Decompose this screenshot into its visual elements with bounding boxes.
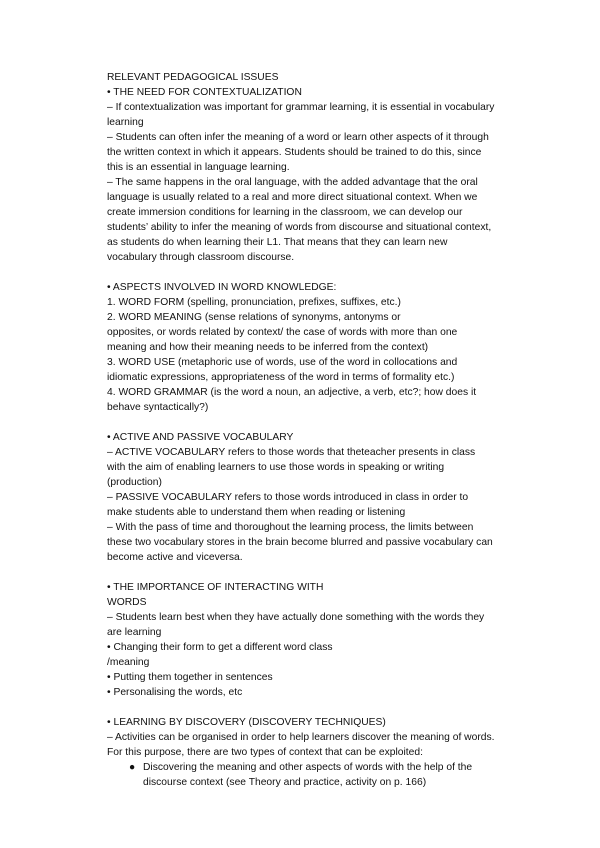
section-active-passive — [107, 430, 527, 565]
paragraph-gap — [107, 265, 527, 280]
text-line: are learning — [107, 627, 162, 638]
list-item-text: Discovering the meaning and other aspects of words with the help of the — [143, 762, 473, 773]
text-line: these two vocabulary stores in the brain become blurred and passive vocabulary can — [107, 537, 493, 548]
text-line: idiomatic expressions, appropriateness of the word in terms of formality etc.) — [107, 372, 455, 383]
text-line: opposites, or words related by context/ the case of words with more than one — [107, 327, 458, 338]
list-item: • Changing their form to get a different word class — [107, 642, 333, 653]
text-line: become active and viceversa. — [107, 552, 243, 563]
section-heading: • LEARNING BY DISCOVERY (DISCOVERY TECHNIQUES) — [107, 717, 386, 728]
list-item: • Putting them together in sentences — [107, 672, 273, 683]
text-line: – Students learn best when they have actually done something with the words they — [107, 612, 485, 623]
paragraph-gap — [107, 700, 527, 715]
text-line: – Students can often infer the meaning of a word or learn other aspects of it through — [107, 132, 489, 143]
text-line: – ACTIVE VOCABULARY refers to those words that theteacher presents in class — [107, 447, 476, 458]
text-line: – The same happens in the oral language, with the added advantage that the oral — [107, 177, 478, 188]
text-line: learning — [107, 117, 144, 128]
list-item-continuation — [107, 775, 527, 790]
text-line: /meaning — [107, 657, 150, 668]
list-item: • Personalising the words, etc — [107, 687, 243, 698]
section-heading: • ASPECTS INVOLVED IN WORD KNOWLEDGE: — [107, 282, 337, 293]
text-line: – With the pass of time and thoroughout the learning process, the limits between — [107, 522, 474, 533]
text-line: – PASSIVE VOCABULARY refers to those words introduced in class in order to — [107, 492, 469, 503]
paragraph-gap — [107, 415, 527, 430]
section-heading: • THE IMPORTANCE OF INTERACTING WITH — [107, 582, 324, 593]
paragraph-gap — [107, 565, 527, 580]
text-line: behave syntactically?) — [107, 402, 209, 413]
section-word-knowledge — [107, 280, 527, 415]
text-line: 1. WORD FORM (spelling, pronunciation, prefixes, suffixes, etc.) — [107, 297, 401, 308]
bullet-icon: ● — [129, 762, 136, 773]
text-line: this is an essential in language learning. — [107, 162, 290, 173]
text-line: with the aim of enabling learners to use those words in speaking or writing — [107, 462, 445, 473]
text-line: language is usually related to a real and more direct situational context. When we — [107, 192, 478, 203]
text-line: 2. WORD MEANING (sense relations of synonyms, antonyms or — [107, 312, 401, 323]
text-line: 3. WORD USE (metaphoric use of words, use of the word in collocations and — [107, 357, 458, 368]
text-line: make students able to understand them when reading or listening — [107, 507, 406, 518]
document-body — [107, 70, 527, 790]
section-contextualization — [107, 85, 527, 265]
section-heading: • ACTIVE AND PASSIVE VOCABULARY — [107, 432, 294, 443]
section-heading: WORDS — [107, 597, 147, 608]
text-line: the written context in which it appears. Students should be trained to do this, since — [107, 147, 482, 158]
text-line: students’ ability to infer the meaning of words from discourse and situational context, — [107, 222, 492, 233]
document-title: RELEVANT PEDAGOGICAL ISSUES — [107, 72, 279, 83]
section-heading: • THE NEED FOR CONTEXTUALIZATION — [107, 87, 302, 98]
section-learning-by-discovery — [107, 715, 527, 790]
text-line: as students do when learning their L1. That means that they can learn new — [107, 237, 448, 248]
text-line: (production) — [107, 477, 162, 488]
text-line: For this purpose, there are two types of context that can be exploited: — [107, 747, 423, 758]
section-interacting-with-words — [107, 580, 527, 700]
text-line: – If contextualization was important for grammar learning, it is essential in vocabulary — [107, 102, 495, 113]
text-line: meaning and how their meaning needs to be inferred from the context) — [107, 342, 429, 353]
list-item-text: discourse context (see Theory and practice, activity on p. 166) — [143, 777, 427, 788]
text-line: – Activities can be organised in order to help learners discover the meaning of words. — [107, 732, 495, 743]
list-item — [107, 760, 527, 775]
text-line: create immersion conditions for learning in the classroom, we can develop our — [107, 207, 463, 218]
text-line: vocabulary through classroom discourse. — [107, 252, 295, 263]
text-line: 4. WORD GRAMMAR (is the word a noun, an adjective, a verb, etc?; how does it — [107, 387, 477, 398]
